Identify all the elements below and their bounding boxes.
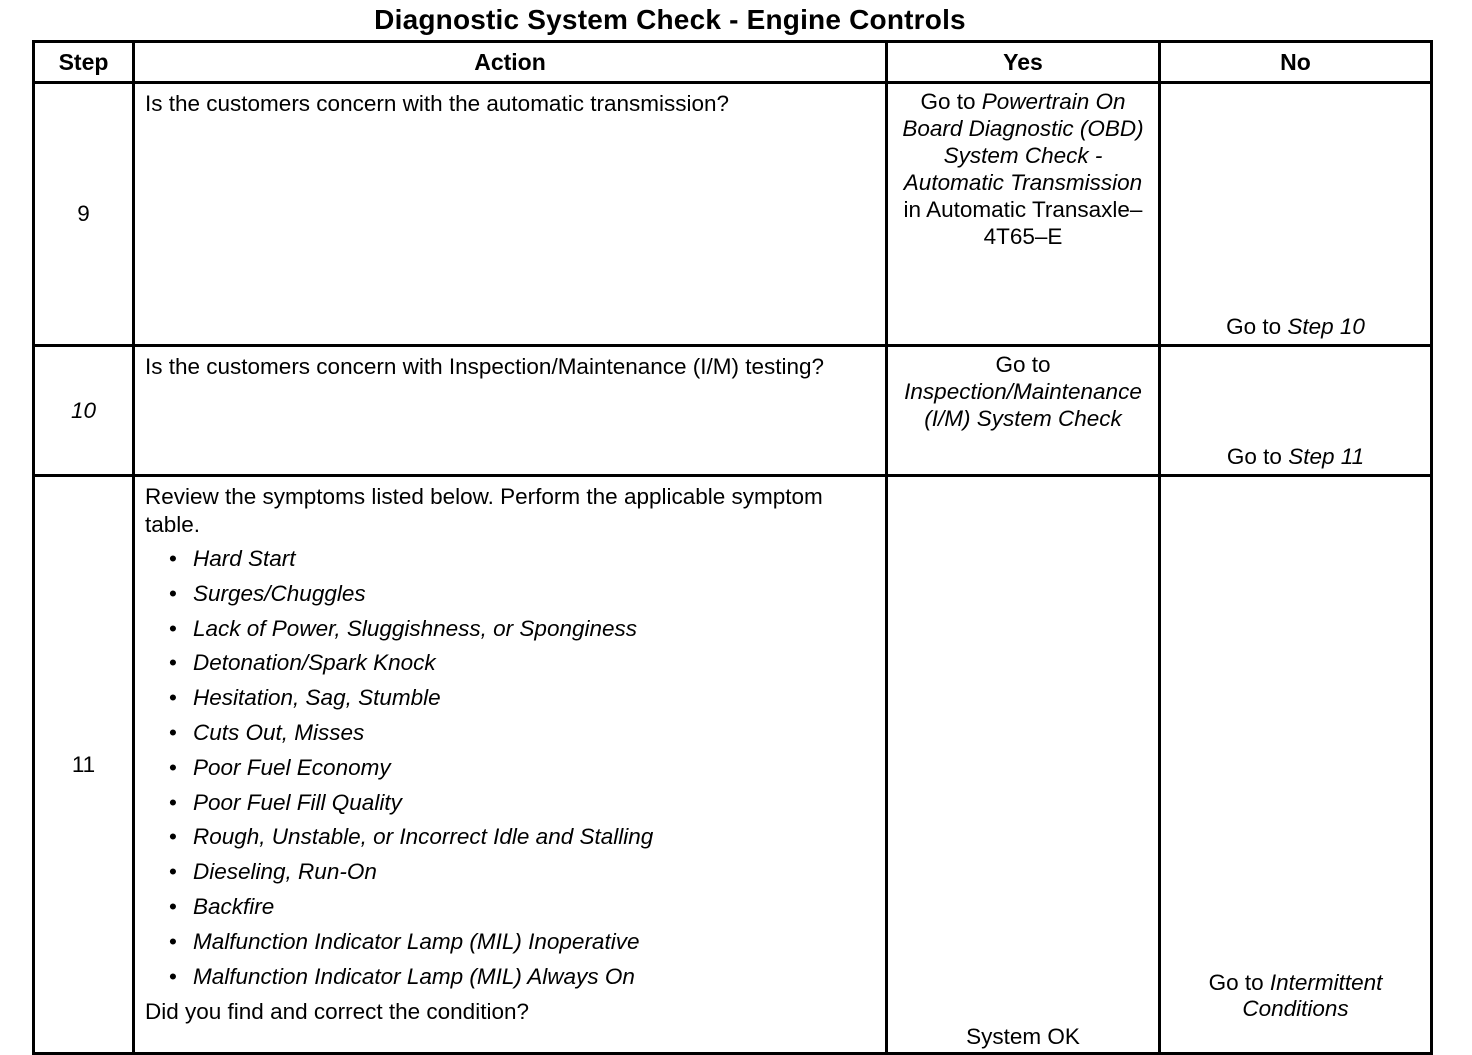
symptom-item[interactable]: • Cuts Out, Misses	[169, 716, 877, 751]
symptom-item[interactable]: • Hesitation, Sag, Stumble	[169, 681, 877, 716]
table-row	[34, 476, 1432, 1054]
symptom-item[interactable]: • Hard Start	[169, 542, 877, 577]
table-row	[34, 346, 1432, 476]
symptom-item[interactable]: • Rough, Unstable, or Incorrect Idle and Stalling	[169, 820, 877, 855]
diagnostic-table	[32, 40, 1433, 1055]
yes-result	[887, 346, 1160, 476]
no-prefix: Go to	[1226, 314, 1288, 339]
page-title: Diagnostic System Check - Engine Controls	[374, 4, 966, 35]
symptom-item[interactable]: • Poor Fuel Economy	[169, 751, 877, 786]
symptom-list	[145, 542, 877, 994]
header-step: Step	[34, 42, 134, 83]
yes-link[interactable]: Inspection/Maintenance (I/M) System Check	[904, 379, 1142, 431]
symptom-item[interactable]: • Surges/Chuggles	[169, 577, 877, 612]
yes-prefix: Go to	[995, 352, 1051, 377]
no-prefix: Go to	[1226, 444, 1289, 469]
step-number: 9	[34, 83, 134, 346]
yes-link[interactable]: Powertrain On Board Diagnostic (OBD) System Check - Automatic Transmission	[902, 89, 1144, 195]
no-link[interactable]: Step 10	[1287, 314, 1365, 339]
header-no: No	[1160, 42, 1432, 83]
symptom-item[interactable]: • Lack of Power, Sluggishness, or Sponginess	[169, 612, 877, 647]
symptom-item[interactable]: • Malfunction Indicator Lamp (MIL) Inoperative	[169, 925, 877, 960]
no-result	[1160, 346, 1432, 476]
header-row	[34, 42, 1432, 83]
action-text: Is the customers concern with the automatic transmission?	[134, 83, 887, 346]
yes-result: System OK	[887, 476, 1160, 1054]
yes-prefix: Go to	[920, 89, 982, 114]
yes-result	[887, 83, 1160, 346]
yes-middle: in Automatic Transaxle– 4T65–E	[903, 197, 1143, 249]
header-yes: Yes	[887, 42, 1160, 83]
no-result	[1160, 476, 1432, 1054]
symptom-item[interactable]: • Backfire	[169, 890, 877, 925]
symptom-item[interactable]: • Malfunction Indicator Lamp (MIL) Always On	[169, 960, 877, 995]
no-link[interactable]: Intermittent Conditions	[1242, 970, 1383, 1021]
action-question: Did you find and correct the condition?	[145, 999, 529, 1025]
header-action: Action	[134, 42, 887, 83]
symptom-item[interactable]: • Detonation/Spark Knock	[169, 646, 877, 681]
symptom-item[interactable]: • Poor Fuel Fill Quality	[169, 786, 877, 821]
step-number: 11	[34, 476, 134, 1054]
action-text: Is the customers concern with Inspection/Maintenance (I/M) testing?	[134, 346, 887, 476]
no-result	[1160, 83, 1432, 346]
action-text	[134, 476, 887, 1054]
symptom-item[interactable]: • Dieseling, Run-On	[169, 855, 877, 890]
no-link[interactable]: Step 11	[1288, 444, 1365, 469]
table-row	[34, 83, 1432, 346]
step-number: 10	[34, 346, 134, 476]
action-intro: Review the symptoms listed below. Perform the applicable symptom table.	[145, 484, 823, 537]
no-prefix: Go to	[1208, 970, 1270, 995]
